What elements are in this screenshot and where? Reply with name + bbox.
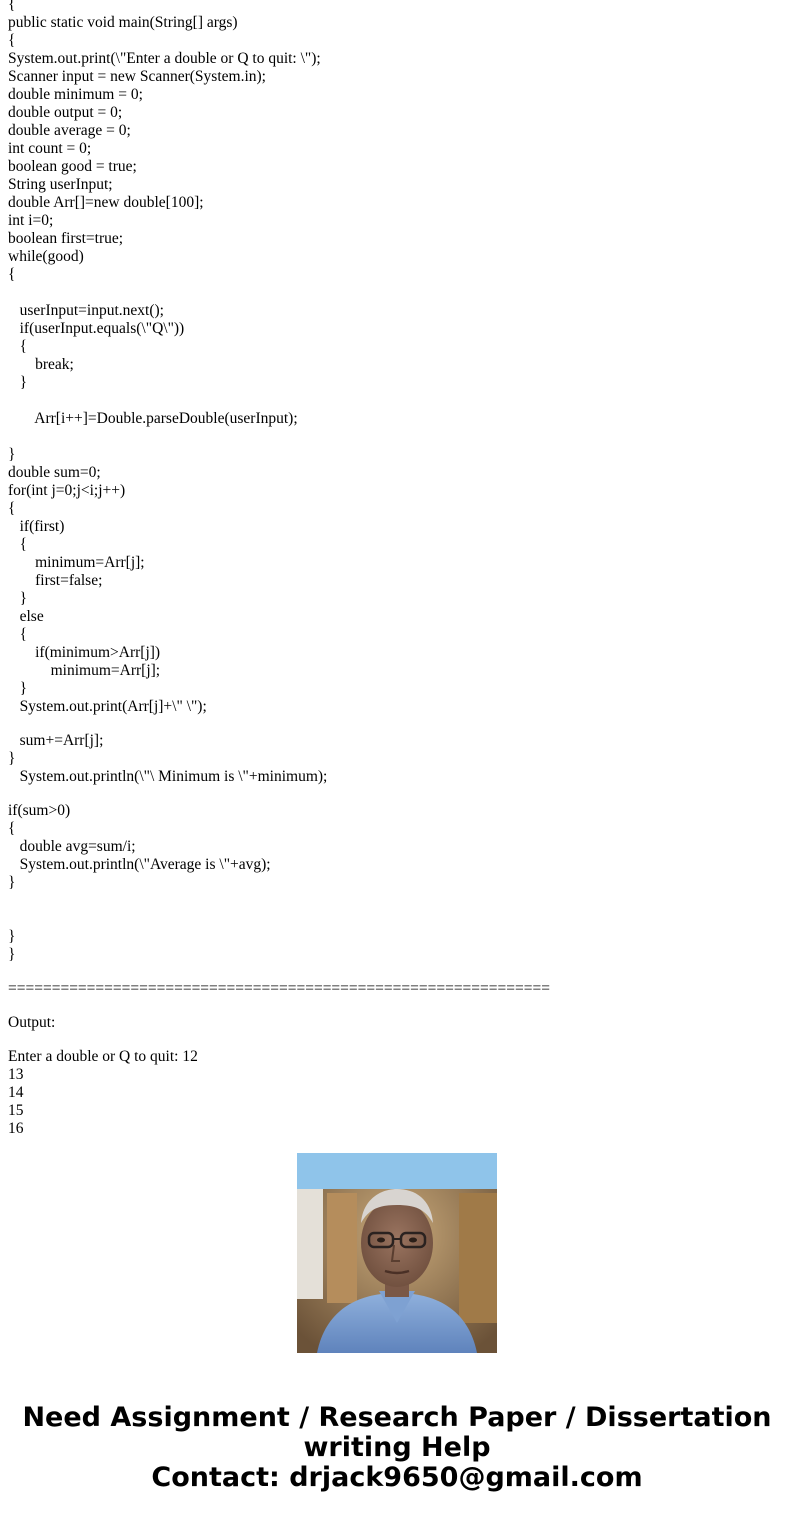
output-line: 14 [8,1084,24,1101]
code-line: if(first) [8,518,65,535]
code-line: first=false; [8,572,103,589]
code-line: for(int j=0;j<i;j++) [8,482,126,499]
code-line [8,910,788,928]
code-line: System.out.print(Arr[j]+\" \"); [8,698,207,715]
code-line: int i=0; [8,212,54,229]
code-line: String userInput; [8,176,113,193]
separator-line: ============================================================== [8,980,550,997]
code-line: { [8,0,16,13]
code-line: Scanner input = new Scanner(System.in); [8,68,266,85]
code-line: { [8,820,16,837]
author-photo [297,1153,497,1353]
output-line: 15 [8,1102,24,1119]
code-line: if(sum>0) [8,802,71,819]
code-line: double output = 0; [8,104,123,121]
code-line [8,392,788,410]
code-line: { [8,536,28,553]
code-line: double minimum = 0; [8,86,143,103]
author-portrait-image [297,1153,497,1353]
code-line: { [8,32,16,49]
code-line: double avg=sum/i; [8,838,136,855]
code-line: double Arr[]=new double[100]; [8,194,204,211]
footer-line-2: writing Help [303,1432,491,1463]
code-line: if(userInput.equals(\"Q\")) [8,320,185,337]
code-line: if(minimum>Arr[j]) [8,644,161,661]
code-line: int count = 0; [8,140,92,157]
code-line: public static void main(String[] args) [8,14,238,31]
code-line: { [8,500,16,517]
code-line: System.out.println(\"\ Minimum is \"+minimum); [8,768,328,785]
code-line: { [8,266,16,283]
code-line: } [8,750,16,767]
output-line: Enter a double or Q to quit: 12 [8,1048,198,1065]
code-line: } [8,446,16,463]
code-line: } [8,946,16,963]
code-line: while(good) [8,248,84,265]
output-heading: Output: [8,1014,56,1031]
code-line: minimum=Arr[j]; [8,662,161,679]
code-line: minimum=Arr[j]; [8,554,145,571]
code-line: } [8,928,16,945]
code-line: Arr[i++]=Double.parseDouble(userInput); [8,410,298,427]
code-line: System.out.println(\"Average is \"+avg); [8,856,271,873]
footer-contact-line: Contact: drjack9650@gmail.com [151,1462,643,1493]
code-listing [8,0,788,1137]
footer-line-1: Need Assignment / Research Paper / Dissertation [22,1402,772,1433]
code-line: else [8,608,44,625]
code-line: { [8,626,28,643]
code-line: boolean good = true; [8,158,137,175]
footer-banner [0,1403,794,1493]
code-line [8,428,788,446]
output-line: 13 [8,1066,24,1083]
code-line [8,892,788,910]
code-line: double sum=0; [8,464,101,481]
code-line: userInput=input.next(); [8,302,164,319]
code-line: } [8,590,28,607]
code-line: double average = 0; [8,122,131,139]
code-line: { [8,338,28,355]
code-line: sum+=Arr[j]; [8,732,104,749]
code-line: } [8,374,28,391]
code-line: System.out.print(\"Enter a double or Q to quit: \"); [8,50,321,67]
code-line [8,284,788,302]
code-line: boolean first=true; [8,230,124,247]
code-line: break; [8,356,74,373]
output-line: 16 [8,1120,24,1137]
code-line: } [8,874,16,891]
code-line: } [8,680,28,697]
